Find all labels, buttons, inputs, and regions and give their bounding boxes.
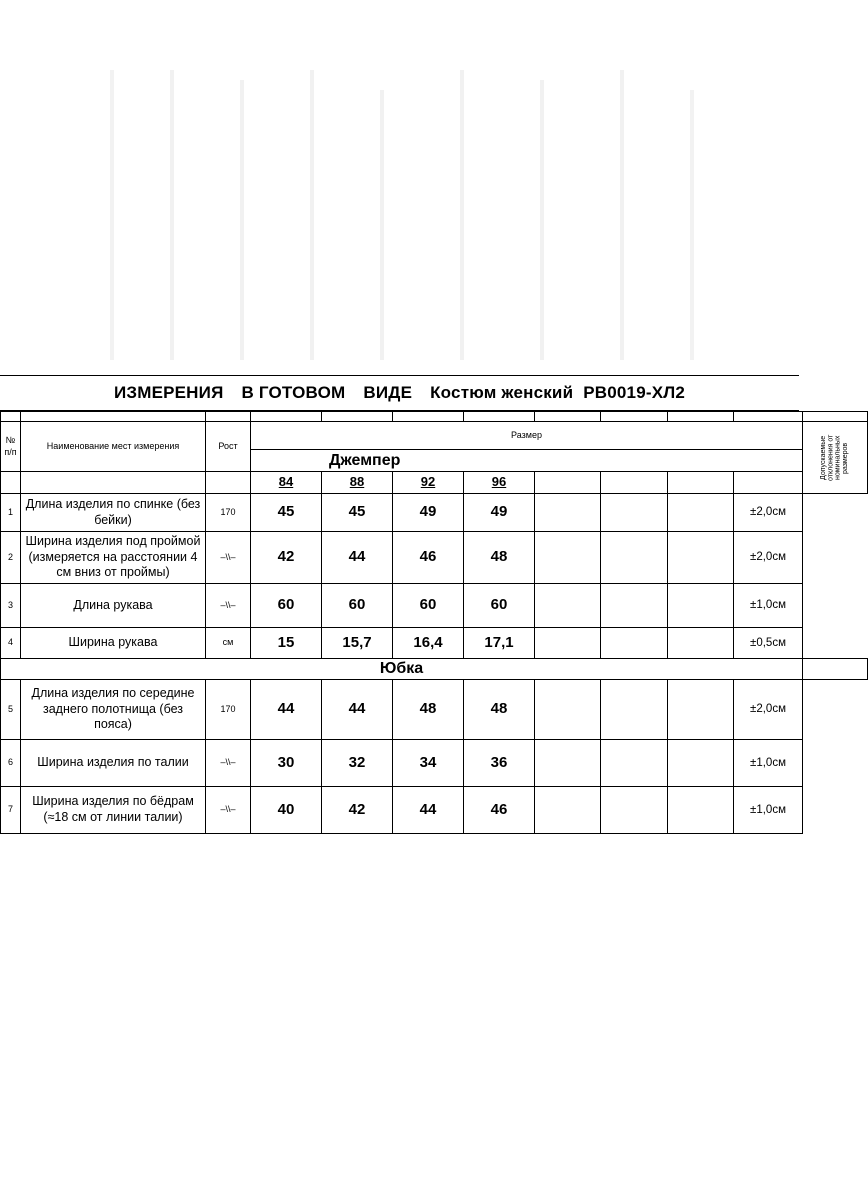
table-row xyxy=(1,584,868,628)
row-num: 2 xyxy=(1,532,21,584)
sheet-title xyxy=(0,376,799,411)
row-value: 44 xyxy=(322,680,393,740)
header-name: Наименование мест измерения xyxy=(21,422,206,472)
header-tolerance: Допускаемые отклонения от номинальных размеров xyxy=(820,434,850,481)
row-num: 1 xyxy=(1,494,21,532)
row-tolerance: ±1,0см xyxy=(734,740,803,787)
row-value: 60 xyxy=(393,584,464,628)
title-part-5: РВ0019-ХЛ2 xyxy=(583,383,686,402)
table-row xyxy=(1,628,868,659)
row-num: 5 xyxy=(1,680,21,740)
row-tolerance: ±1,0см xyxy=(734,584,803,628)
row-num: 3 xyxy=(1,584,21,628)
header-row xyxy=(1,422,868,450)
row-value: 30 xyxy=(251,740,322,787)
row-value: 32 xyxy=(322,740,393,787)
row-height: –\\– xyxy=(206,584,251,628)
row-value: 48 xyxy=(464,680,535,740)
title-part-4: Костюм женский xyxy=(430,383,574,402)
row-height: 170 xyxy=(206,680,251,740)
row-value: 45 xyxy=(322,494,393,532)
row-value: 49 xyxy=(393,494,464,532)
section-jumper: Джемпер xyxy=(251,450,803,472)
row-value: 42 xyxy=(251,532,322,584)
size-84: 84 xyxy=(251,472,322,494)
row-value: 60 xyxy=(322,584,393,628)
row-name: Ширина изделия под проймой (измеряется на расстоянии 4 см вниз от проймы) xyxy=(21,532,206,584)
row-height: –\\– xyxy=(206,532,251,584)
row-value: 48 xyxy=(464,532,535,584)
table-row xyxy=(1,494,868,532)
row-value: 49 xyxy=(464,494,535,532)
row-name: Длина рукава xyxy=(21,584,206,628)
table-row xyxy=(1,740,868,787)
row-tolerance: ±1,0см xyxy=(734,787,803,834)
size-92: 92 xyxy=(393,472,464,494)
row-tolerance: ±0,5см xyxy=(734,628,803,659)
spacer-row xyxy=(1,412,868,422)
measurement-table xyxy=(0,411,868,834)
table-row xyxy=(1,532,868,584)
row-tolerance: ±2,0см xyxy=(734,494,803,532)
row-tolerance: ±2,0см xyxy=(734,532,803,584)
row-value: 40 xyxy=(251,787,322,834)
size-88: 88 xyxy=(322,472,393,494)
table-row xyxy=(1,787,868,834)
row-num: 4 xyxy=(1,628,21,659)
title-part-3: ВИДЕ xyxy=(363,383,413,402)
header-num: № п/п xyxy=(1,422,21,472)
table-row xyxy=(1,680,868,740)
section-skirt: Юбка xyxy=(1,659,803,680)
measurement-sheet xyxy=(0,375,850,834)
row-value: 34 xyxy=(393,740,464,787)
row-value: 60 xyxy=(251,584,322,628)
title-part-1: ИЗМЕРЕНИЯ xyxy=(113,383,224,402)
row-value: 45 xyxy=(251,494,322,532)
row-value: 16,4 xyxy=(393,628,464,659)
row-value: 44 xyxy=(393,787,464,834)
row-name: Длина изделия по спинке (без бейки) xyxy=(21,494,206,532)
row-num: 7 xyxy=(1,787,21,834)
row-value: 44 xyxy=(322,532,393,584)
header-size: Размер xyxy=(251,422,803,450)
sizes-row xyxy=(1,472,868,494)
row-tolerance: ±2,0см xyxy=(734,680,803,740)
row-value: 44 xyxy=(251,680,322,740)
row-name: Ширина изделия по талии xyxy=(21,740,206,787)
row-height: см xyxy=(206,628,251,659)
row-value: 36 xyxy=(464,740,535,787)
header-height: Рост xyxy=(206,422,251,472)
title-part-2: В ГОТОВОМ xyxy=(241,383,346,402)
row-height: –\\– xyxy=(206,787,251,834)
row-value: 48 xyxy=(393,680,464,740)
row-value: 46 xyxy=(393,532,464,584)
row-num: 6 xyxy=(1,740,21,787)
row-value: 42 xyxy=(322,787,393,834)
row-value: 15 xyxy=(251,628,322,659)
header-tolerance-cell xyxy=(803,422,868,494)
row-value: 15,7 xyxy=(322,628,393,659)
row-value: 17,1 xyxy=(464,628,535,659)
row-value: 46 xyxy=(464,787,535,834)
row-name: Ширина изделия по бёдрам (≈18 см от линии талии) xyxy=(21,787,206,834)
section-row-skirt xyxy=(1,659,868,680)
watermark xyxy=(110,70,730,370)
row-name: Длина изделия по середине заднего полотнища (без пояса) xyxy=(21,680,206,740)
size-96: 96 xyxy=(464,472,535,494)
row-height: –\\– xyxy=(206,740,251,787)
row-name: Ширина рукава xyxy=(21,628,206,659)
row-value: 60 xyxy=(464,584,535,628)
row-height: 170 xyxy=(206,494,251,532)
